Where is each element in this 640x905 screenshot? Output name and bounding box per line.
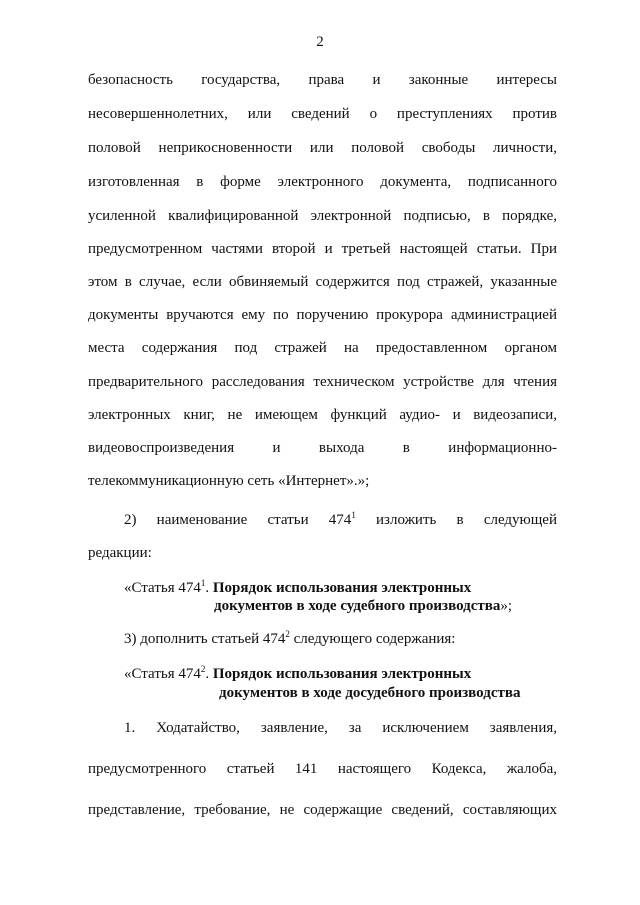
article-heading-2-cont: документов в ходе досудебного производства [219,685,521,701]
body-line: несовершеннолетних, или сведений о преступлениях против [88,106,557,122]
article-heading-1-cont: документов в ходе судебного производства»; [214,598,513,614]
body-line: телекоммуникационную сеть «Интернет».»; [88,473,370,489]
body-line: документы вручаются ему по поручению прокурора администрацией [88,307,557,323]
article-heading-1: «Статья $474^1$. Порядок использования электронных [124,578,472,596]
body-line: этом в случае, если обвиняемый содержится под стражей, указанные [88,274,557,290]
body-line: предусмотренного статьей 141 настоящего Кодекса, жалоба, [88,761,557,777]
body-line: предварительного расследования техническом устройстве для чтения [88,374,557,390]
body-line: предусмотренном частями второй и третьей настоящей статьи. При [88,241,557,257]
body-line: усиленной квалифицированной электронной подписью, в порядке, [88,208,557,224]
item-3-line: 3) дополнить статьей $474^2$ следующего содержания: [124,629,456,647]
item-2-text: 2) наименование статьи $474^1$ изложить в следующей [124,510,557,528]
body-line: 1. Ходатайство, заявление, за исключением заявления, [124,720,557,736]
item-2-continuation: редакции: [88,545,152,561]
article-heading-2: «Статья $474^2$. Порядок использования электронных [124,664,472,682]
body-line: видеовоспроизведения и выхода в информационно- [88,440,557,456]
body-line: половой неприкосновенности или половой свободы личности, [88,140,557,156]
body-line: представление, требование, не содержащие сведений, составляющих [88,802,557,818]
body-line: места содержания под стражей на предоставленном органом [88,340,557,356]
body-line: изготовленная в форме электронного документа, подписанного [88,174,557,190]
body-line: электронных книг, не имеющем функций аудио- и видеозаписи, [88,407,557,423]
body-line: безопасность государства, права и законные интересы [88,72,557,88]
page-number: 2 [316,34,324,50]
item-2-line [124,510,557,530]
